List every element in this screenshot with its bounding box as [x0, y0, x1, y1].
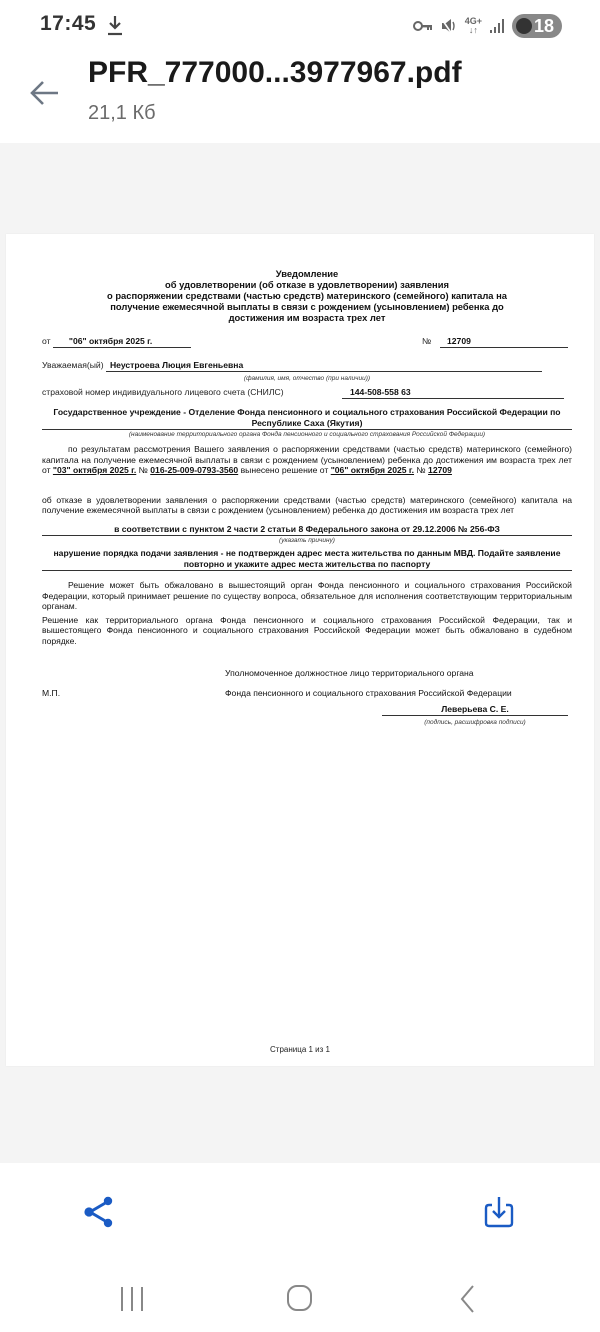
application-number: 016-25-009-0793-3560 — [150, 465, 239, 475]
title-line: достижения им возраста трех лет — [228, 312, 386, 323]
back-icon[interactable] — [455, 1283, 481, 1315]
viewer-header — [0, 52, 600, 143]
mute-icon — [440, 17, 458, 35]
reason-hint: (указать причину) — [279, 537, 335, 544]
signal-icon — [489, 18, 505, 34]
download-status-icon — [106, 13, 124, 37]
signature-block — [42, 668, 572, 738]
snils-value: 144-508-558 63 — [342, 387, 564, 399]
download-icon[interactable] — [480, 1193, 518, 1231]
notice-number: 12709 — [440, 336, 568, 348]
notice-date: "06" октября 2025 г. — [53, 336, 191, 348]
snils-label: страховой номер индивидуального лицевого счета (СНИЛС) — [42, 387, 284, 397]
pdf-page — [6, 234, 594, 1066]
date-number-row — [42, 336, 572, 350]
status-bar — [0, 0, 600, 52]
page-footer: Страница 1 из 1 — [270, 1045, 330, 1054]
decision-number: 12709 — [428, 465, 452, 475]
decision-date: "06" октября 2025 г. — [330, 465, 415, 475]
recipient-row — [42, 360, 572, 374]
result-text: вынесено решение от — [240, 465, 329, 475]
official-title-line: Уполномоченное должностное лицо территориального органа — [225, 668, 474, 678]
organization-name: Государственное учреждение - Отделение Фонда пенсионного и социального страхования Российской Федерации по Республике Саха (Якутия) — [42, 407, 572, 430]
recipient-hint: (фамилия, имя, отчество (при наличии)) — [243, 375, 371, 382]
from-label: от — [42, 336, 51, 346]
title-line: о распоряжении средствами (частью средств) материнского (семейного) капитала на — [106, 290, 507, 301]
document-title — [42, 268, 572, 323]
recipient-name: Неустроева Люция Евгеньевна — [106, 360, 542, 372]
home-icon[interactable] — [285, 1283, 315, 1313]
file-size: 21,1 Кб — [88, 102, 156, 124]
organization-hint: (наименование территориального органа Фонда пенсионного и социального страхования Российской Федерации) — [128, 431, 486, 438]
network-type-icon: 4G+ ↓↑ — [464, 16, 482, 35]
decision-paragraph — [42, 444, 572, 476]
pdf-viewer[interactable] — [0, 143, 600, 1163]
file-name: PFR_777000...3977967.pdf — [88, 56, 462, 89]
application-number-label: № — [138, 465, 148, 475]
power-saving-icon — [516, 18, 532, 34]
vpn-key-icon — [413, 20, 433, 32]
stamp-label: М.П. — [42, 688, 61, 698]
system-nav-bar — [0, 1263, 600, 1332]
appeal-paragraph-1: Решение может быть обжаловано в вышестоящий орган Фонда пенсионного и социального страхования Российской Федерации, который принимает решение по существу вопроса, обязательное для исполнения соответствующим территориальным органам. — [42, 580, 572, 611]
appeal-paragraph-2: Решение как территориального органа Фонда пенсионного и социального страхования Российской Федерации, так и вышестоящего Фонда пенсионного и социального страхования Российской Федерации может быть обжаловано в судебном порядке. — [42, 614, 572, 646]
official-title-line: Фонда пенсионного и социального страхования Российской Федерации — [225, 688, 512, 698]
number-label: № — [422, 336, 432, 346]
signer-hint: (подпись, расшифровка подписи) — [424, 719, 526, 726]
status-time: 17:45 — [40, 12, 97, 35]
legal-basis: в соответствии с пунктом 2 части 2 статьи 8 Федерального закона от 29.12.2006 № 256-ФЗ — [42, 524, 572, 537]
share-icon[interactable] — [80, 1193, 118, 1231]
document-content — [42, 268, 572, 738]
title-line: Уведомление — [275, 268, 339, 279]
action-bar — [0, 1163, 600, 1263]
back-arrow-icon[interactable] — [28, 78, 62, 108]
recents-icon[interactable] — [118, 1285, 148, 1313]
title-line: получение ежемесячной выплаты в связи с рождением (усыновлением) ребенка до — [110, 301, 504, 312]
snils-row — [42, 387, 572, 401]
dear-label: Уважаемая(ый) — [42, 360, 104, 370]
network-type-label: 4G+ — [464, 16, 482, 26]
battery-indicator — [512, 14, 562, 38]
application-date: "03" октября 2025 г. — [52, 465, 137, 475]
refusal-text: об отказе в удовлетворении заявления о распоряжении средствами (частью средств) материнского (семейного) капитала на получение ежемесячной выплаты в связи с рождением (усыновлением) ребенка до достижения им возраста трех лет — [42, 494, 572, 515]
title-line: об удовлетворении (об отказе в удовлетворении) заявления — [165, 279, 449, 290]
battery-level: 18 — [533, 15, 554, 36]
result-text: по результатам рассмотрения Вашего заявления о распоряжении средствами (частью средств) материнского (семейного) капитала на получение ежемесячной выплаты в связи с рождением (усыновлением) ребенка до достижения им возраста трех лет от — [42, 444, 572, 475]
refusal-reason: нарушение порядка подачи заявления - не подтвержден адрес места жительства по данным МВД. Подайте заявление повторно и укажите адрес места жительства по паспорту — [42, 548, 572, 571]
decision-number-label: № — [416, 465, 426, 475]
signer-name: Леверьева С. Е. — [382, 704, 568, 716]
